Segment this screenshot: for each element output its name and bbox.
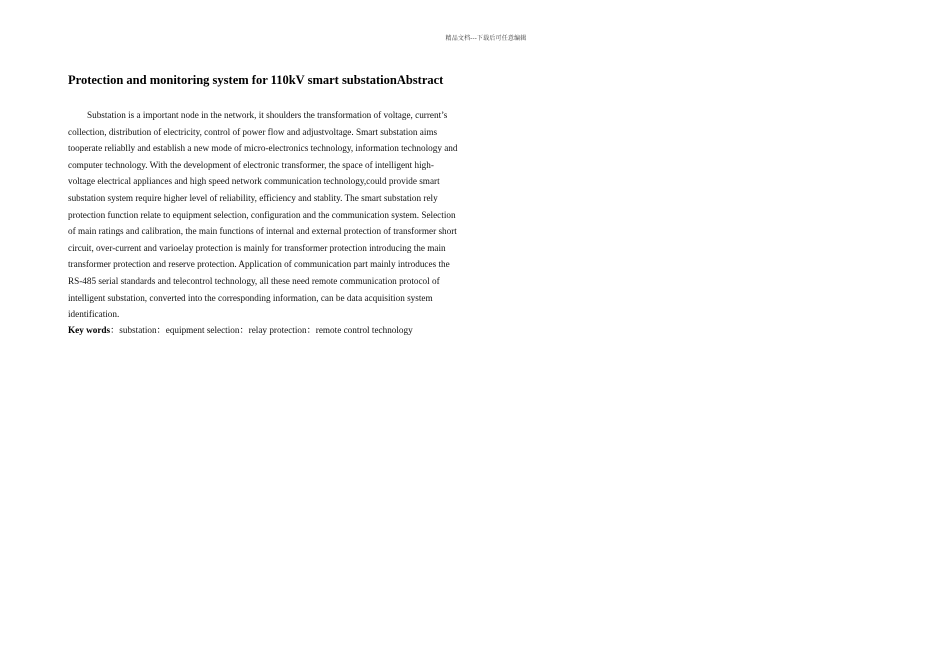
keywords-text: ：substation：equipment selection：relay protection：remote control technology <box>110 325 413 335</box>
abstract-line: voltage electrical appliances and high speed network communication technology,could provide smart <box>68 176 440 187</box>
abstract-line: circuit, over-current and varioelay protection is mainly for transformer protection introducing the main <box>68 242 446 253</box>
abstract-line: intelligent substation, converted into the corresponding information, can be data acquisition system <box>68 292 433 303</box>
abstract-line: collection, distribution of electricity, control of power flow and adjustvoltage. Smart substation aims <box>68 126 438 137</box>
keywords-label: Key words <box>68 325 111 335</box>
abstract-body <box>68 107 488 323</box>
abstract-line: tooperate reliablly and establish a new mode of micro-electronics technology, information technology and <box>68 143 458 154</box>
document-title: Protection and monitoring system for 110kV smart substationAbstract <box>68 73 444 87</box>
abstract-line: RS-485 serial standards and telecontrol technology, all these need remote communication protocol of <box>68 275 440 286</box>
abstract-line: protection function relate to equipment selection, configuration and the communication system. Selection <box>68 209 456 220</box>
abstract-line: identification. <box>68 309 120 320</box>
abstract-line: of main ratings and calibration, the main functions of internal and external protection of transformer short <box>68 226 457 237</box>
abstract-line: computer technology. With the development of electronic transformer, the space of intelligent high- <box>68 159 434 170</box>
abstract-line: substation system require higher level of reliability, efficiency and stablity. The smart substation rely <box>68 192 438 203</box>
keywords-line <box>68 322 413 339</box>
page-header-note: 精品文档---下载后可任意编辑 <box>445 36 527 42</box>
abstract-line: Substation is a important node in the network, it shoulders the transformation of voltage, current’s <box>87 110 448 120</box>
abstract-line: transformer protection and reserve protection. Application of communication part mainly introduces the <box>68 259 450 270</box>
